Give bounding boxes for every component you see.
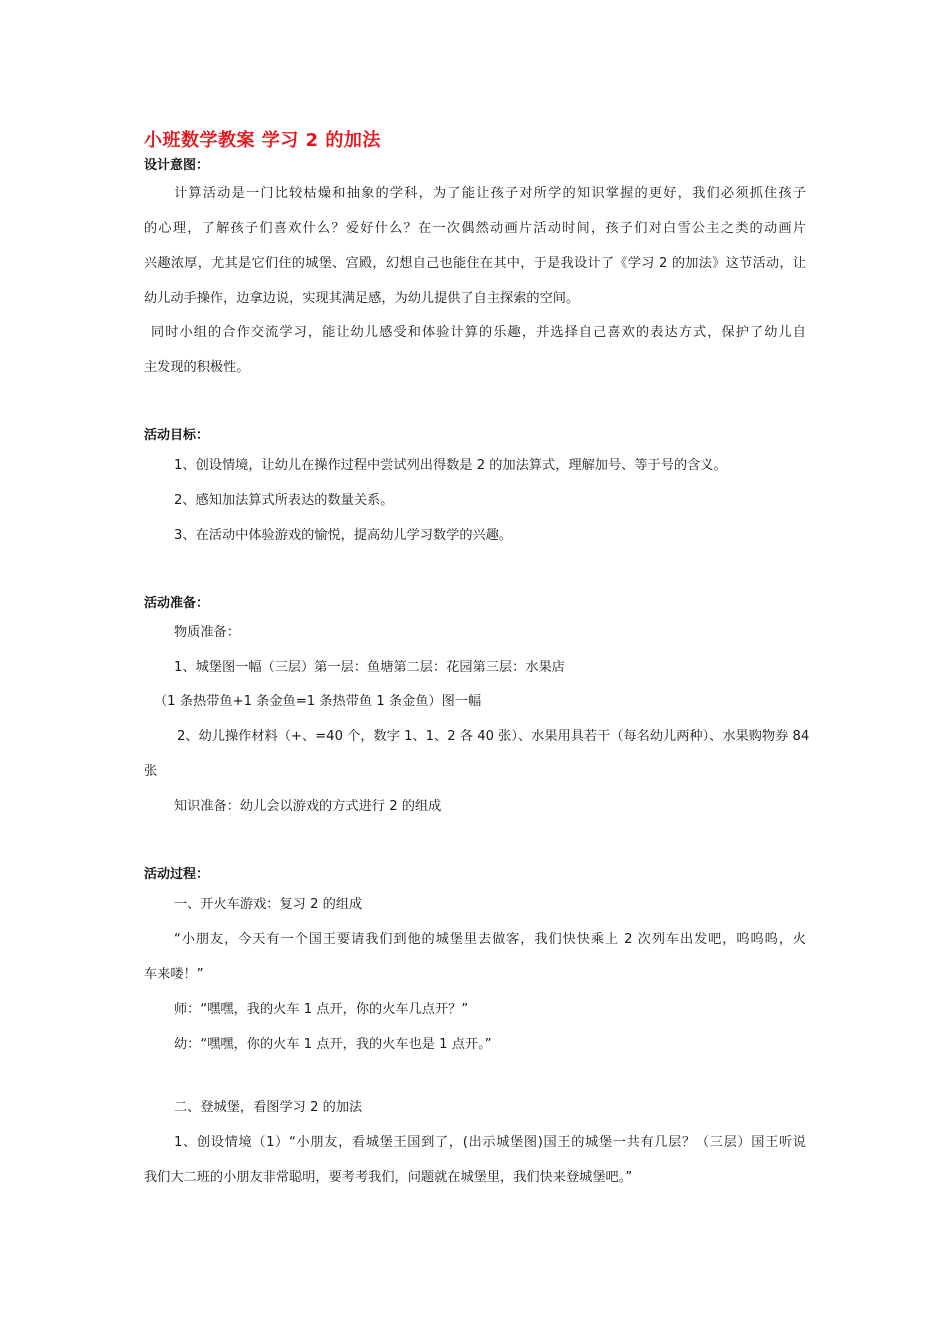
- goals-heading: 活动目标：: [144, 428, 210, 443]
- paragraph-line: 主发现的积极性。: [144, 360, 250, 375]
- preparation-line: （1 条热带鱼+1 条金鱼=1 条热带鱼 1 条金鱼）图一幅: [154, 694, 482, 709]
- preparation-line: 1、城堡图一幅（三层）第一层：鱼塘第二层：花园第三层：水果店: [174, 660, 565, 675]
- process-line: 车来喽！”: [144, 967, 204, 982]
- paragraph-line: 同时小组的合作交流学习，能让幼儿感受和体验计算的乐趣，并选择自己喜欢的表达方式，保护了幼儿自: [151, 325, 806, 340]
- preparation-line: 物质准备：: [174, 625, 240, 640]
- process-line: 一、开火车游戏：复习 2 的组成: [174, 897, 363, 912]
- goal-item: 3、在活动中体验游戏的愉悦，提高幼儿学习数学的兴趣。: [174, 528, 513, 543]
- design-intent-heading: 设计意图：: [144, 158, 210, 173]
- paragraph-line: 兴趣浓厚，尤其是它们住的城堡、宫殿，幻想自己也能住在其中，于是我设计了《学习 2 的加法》这节活动，让: [144, 256, 806, 271]
- preparation-line: 张: [144, 764, 158, 779]
- preparation-heading: 活动准备：: [144, 596, 210, 611]
- goal-item: 1、创设情境，让幼儿在操作过程中尝试列出得数是 2 的加法算式，理解加号、等于号的含义。: [174, 458, 727, 473]
- paragraph-line: 的心理，了解孩子们喜欢什么？爱好什么？在一次偶然动画片活动时间，孩子们对白雪公主之类的动画片: [144, 221, 806, 236]
- goal-item: 2、感知加法算式所表达的数量关系。: [174, 493, 394, 508]
- process-line: 师：“嘿嘿，我的火车 1 点开，你的火车几点开？”: [174, 1002, 469, 1017]
- process-line: 幼：“嘿嘿，你的火车 1 点开，我的火车也是 1 点开。”: [174, 1037, 492, 1052]
- process-line: 1、创设情境（1）“小朋友，看城堡王国到了，(出示城堡图)国王的城堡一共有几层？（三层）国王听说: [174, 1135, 806, 1150]
- paragraph-line: 幼儿动手操作，边拿边说，实现其满足感，为幼儿提供了自主探索的空间。: [144, 291, 580, 306]
- process-heading: 活动过程：: [144, 867, 210, 882]
- paragraph-line: 计算活动是一门比较枯燥和抽象的学科，为了能让孩子对所学的知识掌握的更好，我们必须抓住孩子: [174, 186, 806, 201]
- process-line: 我们大二班的小朋友非常聪明，要考考我们，问题就在城堡里，我们快来登城堡吧。”: [144, 1170, 633, 1185]
- process-line: 二、登城堡，看图学习 2 的加法: [174, 1100, 363, 1115]
- document-title: 小班数学教案 学习 2 的加法: [144, 130, 381, 151]
- preparation-line: 知识准备：幼儿会以游戏的方式进行 2 的组成: [174, 799, 442, 814]
- process-line: “小朋友，今天有一个国王要请我们到他的城堡里去做客，我们快快乘上 2 次列车出发吧，呜呜呜，火: [174, 932, 806, 947]
- preparation-line: 2、幼儿操作材料（+、=40 个，数字 1、1、2 各 40 张）、水果用具若干（每名幼儿两种）、水果购物券 84: [177, 729, 810, 744]
